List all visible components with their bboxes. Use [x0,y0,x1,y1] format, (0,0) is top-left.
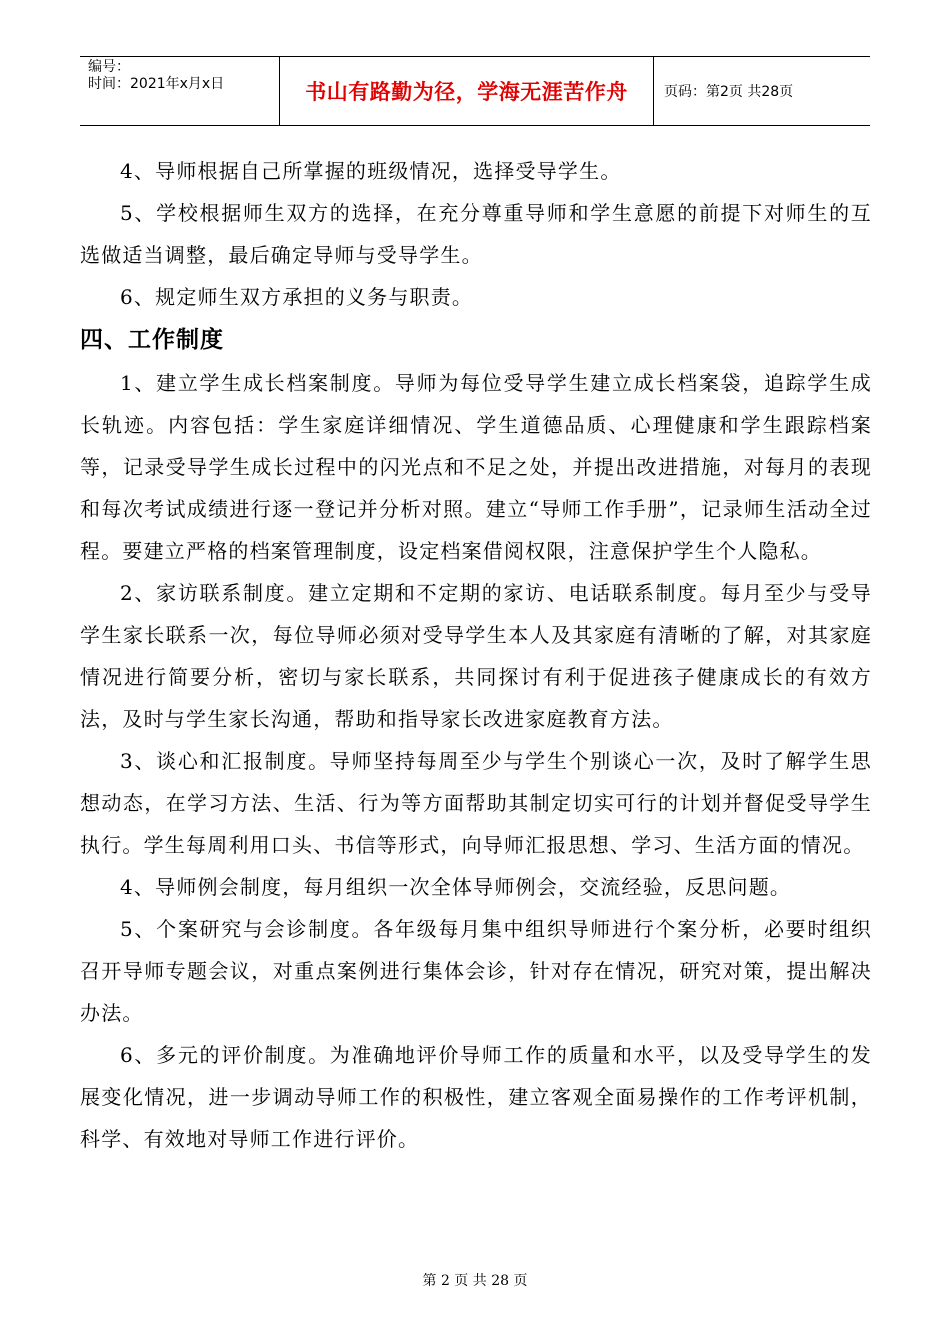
header-page-info: 页码：第2页 共28页 [664,84,794,100]
paragraph: 3、谈心和汇报制度。导师坚持每周至少与学生个别谈心一次，及时了解学生思想动态，在学习方法、生活、行为等方面帮助其制定切实可行的计划并督促受导学生执行。学生每周利用口头、书信等形式，向导师汇报思想、学习、生活方面的情况。 [80,749,872,857]
page-header [80,56,870,126]
header-meta [80,57,280,125]
paragraph: 6、多元的评价制度。为准确地评价导师工作的质量和水平，以及受导学生的发展变化情况，进一步调动导师工作的积极性，建立客观全面易操作的工作考评机制，科学、有效地对导师工作进行评价。 [80,1043,872,1151]
paragraph: 5、学校根据师生双方的选择，在充分尊重导师和学生意愿的前提下对师生的互选做适当调整，最后确定导师与受导学生。 [80,201,872,267]
paragraph: 4、导师例会制度，每月组织一次全体导师例会，交流经验，反思问题。 [120,875,792,899]
header-number-label: 编号： [88,59,130,75]
paragraph: 6、规定师生双方承担的义务与职责。 [120,285,474,309]
header-date-label: 时间：2021年x月x日 [88,76,225,92]
paragraph: 4、导师根据自己所掌握的班级情况，选择受导学生。 [120,159,622,183]
page-footer: 第 2 页 共 28 页 [422,1273,528,1289]
document-body [80,150,872,1160]
section-heading: 四、工作制度 [80,327,224,353]
paragraph: 2、家访联系制度。建立定期和不定期的家访、电话联系制度。每月至少与受导学生家长联系一次，每位导师必须对受导学生本人及其家庭有清晰的了解，对其家庭情况进行简要分析，密切与家长联系，共同探讨有利于促进孩子健康成长的有效方法，及时与学生家长沟通，帮助和指导家长改进家庭教育方法。 [80,581,872,731]
paragraph: 5、个案研究与会诊制度。各年级每月集中组织导师进行个案分析，必要时组织召开导师专题会议，对重点案例进行集体会诊，针对存在情况，研究对策，提出解决办法。 [80,917,872,1025]
paragraph: 1、建立学生成长档案制度。导师为每位受导学生建立成长档案袋，追踪学生成长轨迹。内容包括：学生家庭详细情况、学生道德品质、心理健康和学生跟踪档案等，记录受导学生成长过程中的闪光点和不足之处，并提出改进措施，对每月的表现和每次考试成绩进行逐一登记并分析对照。建立“导师工作手册”，记录师生活动全过程。要建立严格的档案管理制度，设定档案借阅权限，注意保护学生个人隐私。 [80,371,872,563]
header-motto: 书山有路勤为径，学海无涯苦作舟 [280,57,654,125]
